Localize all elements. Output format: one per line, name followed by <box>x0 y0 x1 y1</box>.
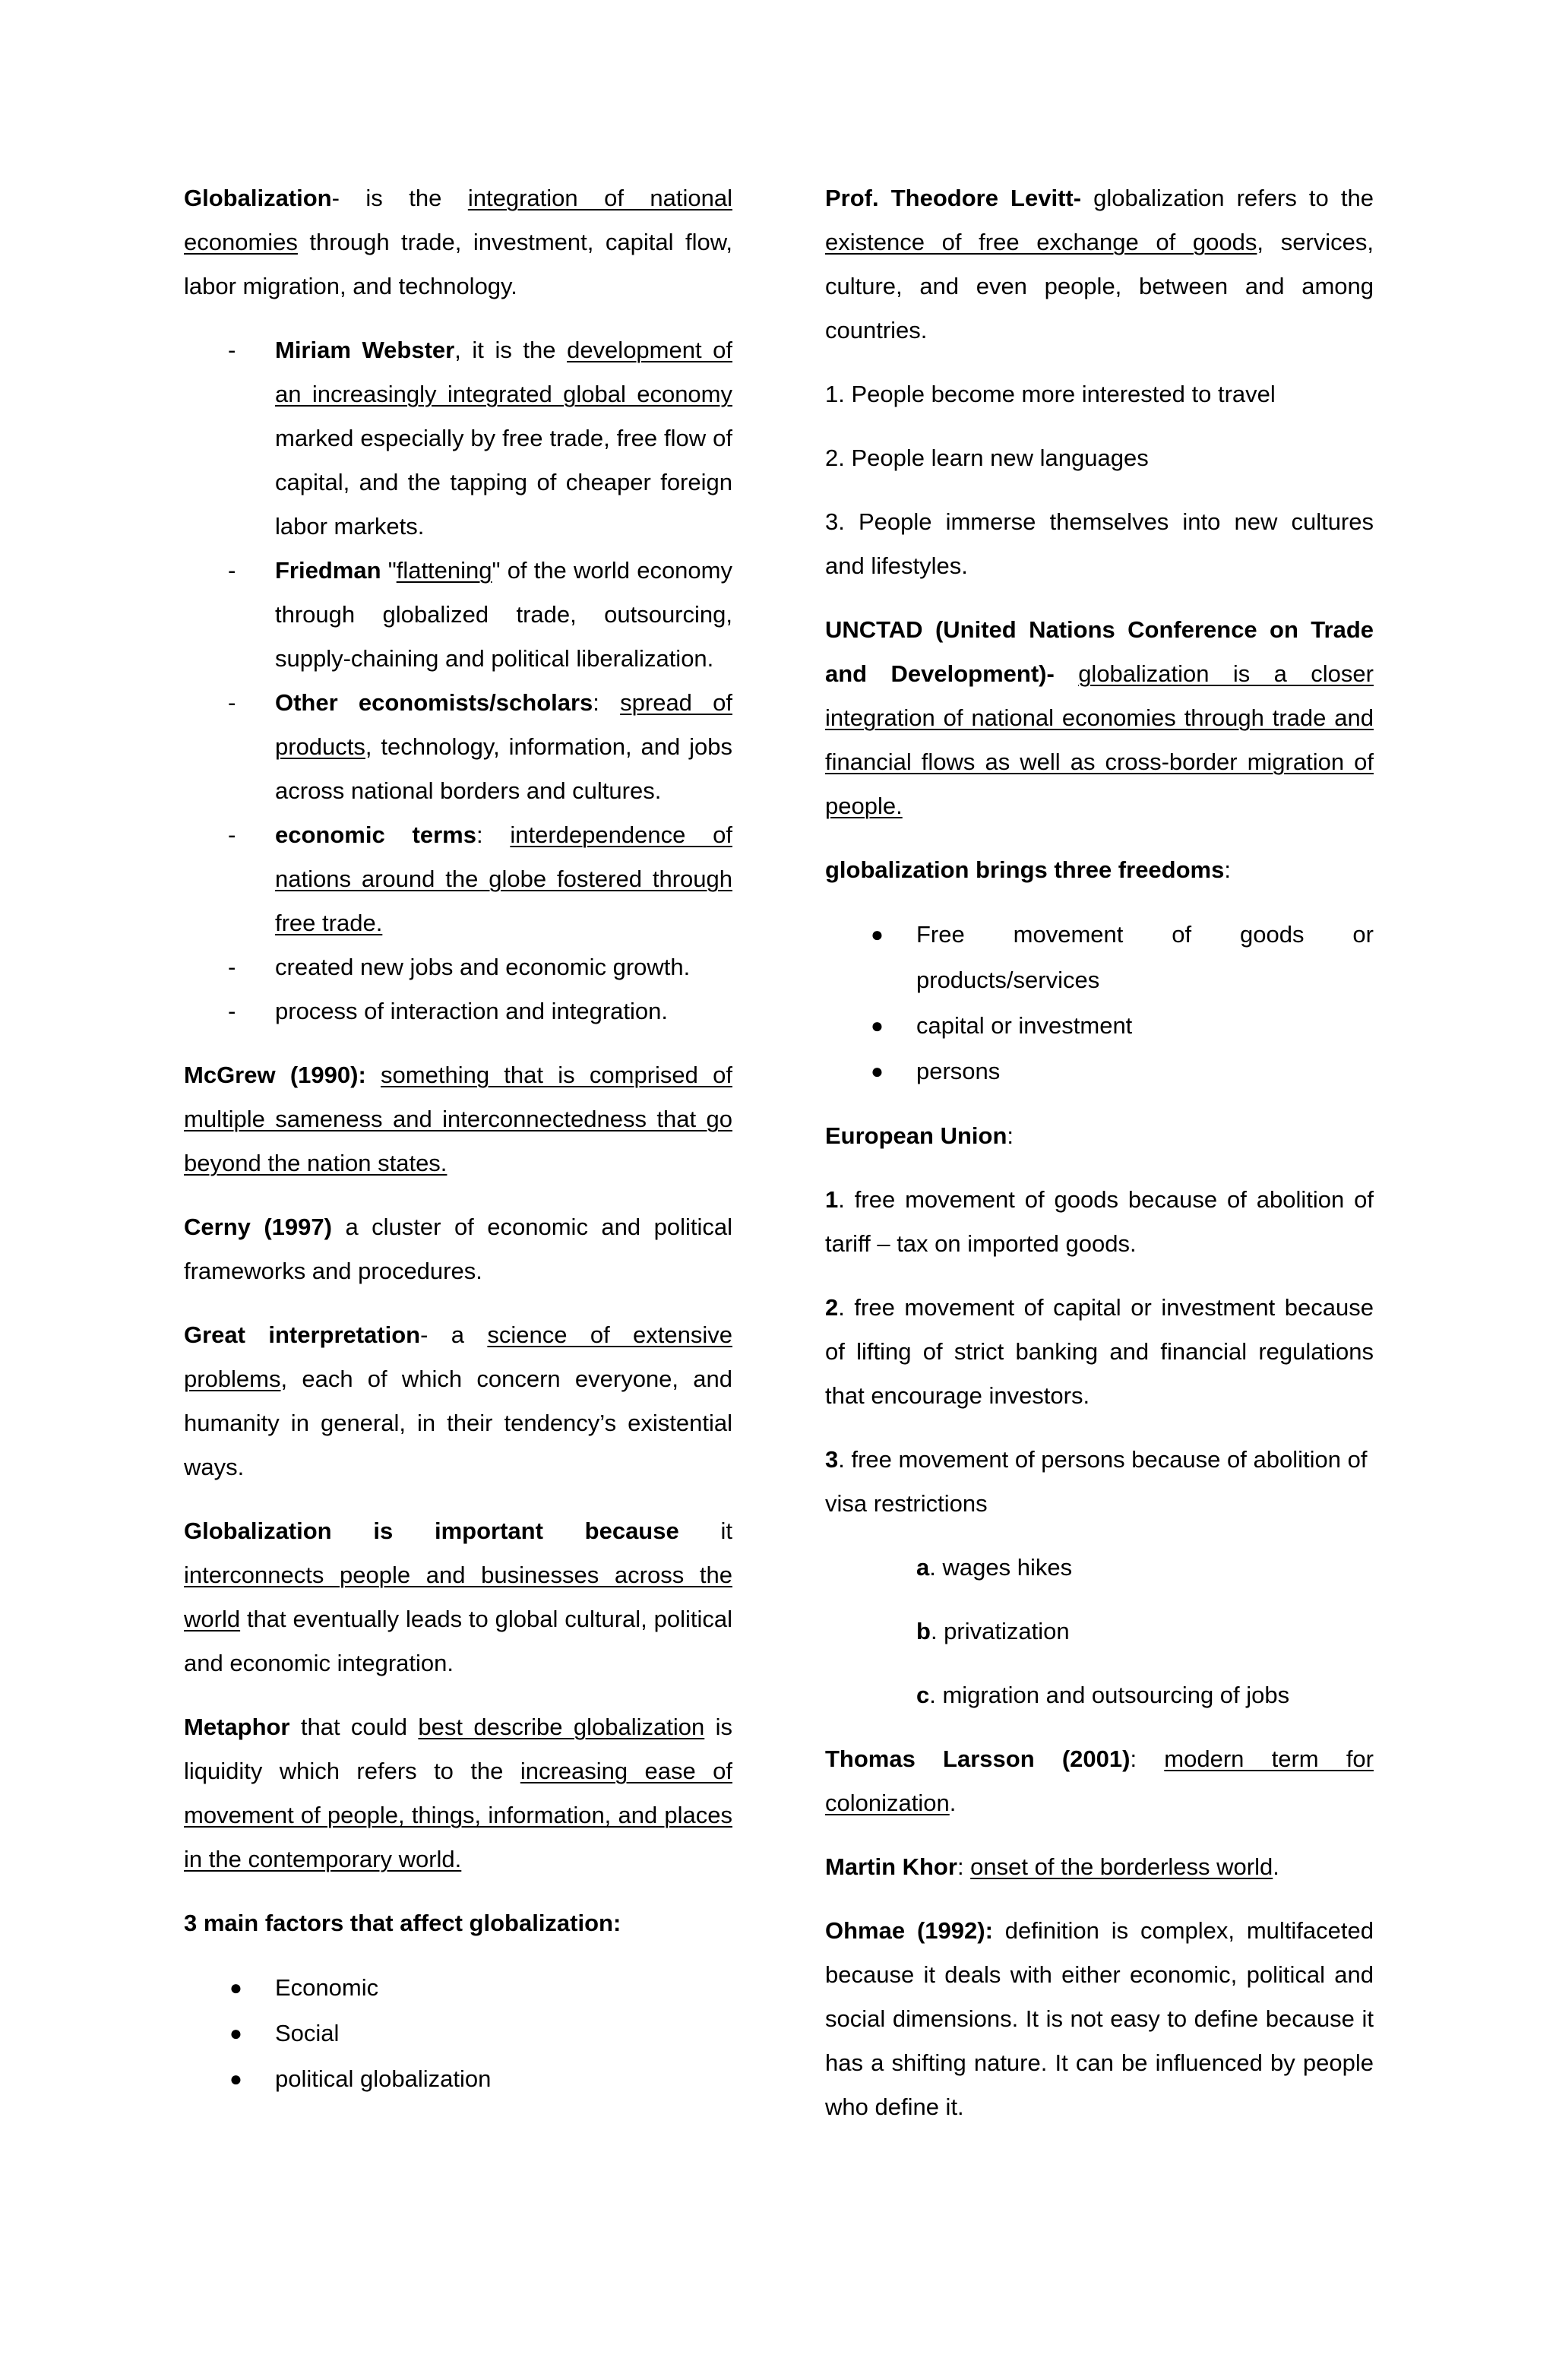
metaphor-paragraph: Metaphor that could best describe globalization is liquidity which refers to the increasing ease of movement of people, things, information, and places in the contemporary world. <box>184 1714 732 1872</box>
dash-item-friedman: - Friedman "flattening" of the world economy through globalized trade, outsourcing, supply-chaining and political liberalization. <box>184 549 732 681</box>
bullet-icon: ● <box>871 923 884 946</box>
numbered-item-3: 3. People immerse themselves into new cultures and lifestyles. <box>825 508 1374 579</box>
levitt-paragraph: Prof. Theodore Levitt- globalization refers to the existence of free exchange of goods, services, culture, and even people, between and among countries. <box>825 185 1374 343</box>
globalization-definition: Globalization- is the integration of national economies through trade, investment, capital flow, labor migration, and technology. <box>184 185 732 299</box>
freedoms-list <box>825 912 1374 1094</box>
dash-item-economic-terms: - economic terms: interdependence of nations around the globe fostered through free trade. <box>184 813 732 945</box>
freedom-item: ● persons <box>825 1049 1374 1094</box>
freedom-item: ● Free movement of goods or products/services <box>825 912 1374 1003</box>
sub-item-a: a. wages hikes <box>916 1554 1073 1581</box>
bullet-icon: ● <box>871 1014 884 1037</box>
term-globalization: Globalization <box>184 185 332 211</box>
eu-item-1: 1. free movement of goods because of abolition of tariff – tax on imported goods. <box>825 1186 1374 1257</box>
dash-item-other-economists: - Other economists/scholars: spread of products, technology, information, and jobs across national borders and cultures. <box>184 681 732 813</box>
right-column <box>825 176 1374 2149</box>
importance-paragraph: Globalization is important because it interconnects people and businesses across the world that eventually leads to global cultural, political and economic integration. <box>184 1518 732 1676</box>
dash-marker: - <box>228 557 236 584</box>
bullet-icon: ● <box>871 1059 884 1083</box>
eu-item-2: 2. free movement of capital or investment because of lifting of strict banking and financial regulations that encourage investors. <box>825 1294 1374 1409</box>
mcgrew-paragraph: McGrew (1990): something that is comprised of multiple sameness and interconnectedness that go beyond the nation states. <box>184 1062 732 1176</box>
dash-item-interaction: - process of interaction and integration. <box>184 989 732 1033</box>
sub-item-c: c. migration and outsourcing of jobs <box>916 1682 1290 1708</box>
dash-item-miriam-webster: - Miriam Webster, it is the development of an increasingly integrated global economy marked especially by free trade, free flow of capital, and the tapping of cheaper foreign labor markets. <box>184 328 732 549</box>
dash-marker: - <box>228 337 236 363</box>
ohmae-paragraph: Ohmae (1992): definition is complex, multifaceted because it deals with either economic, political and social dimensions. It is not easy to define because it has a shifting nature. It can be influenced by people who define it. <box>825 1917 1374 2120</box>
dash-marker: - <box>228 689 236 716</box>
unctad-paragraph: UNCTAD (United Nations Conference on Trade and Development)- globalization is a closer integration of national economies through trade and financial flows as well as cross-border migration of people. <box>825 616 1374 819</box>
khor-paragraph: Martin Khor: onset of the borderless world. <box>825 1853 1279 1880</box>
numbered-item-2: 2. People learn new languages <box>825 445 1149 471</box>
dash-marker: - <box>228 954 236 980</box>
cerny-paragraph: Cerny (1997) a cluster of economic and political frameworks and procedures. <box>184 1214 733 1284</box>
eu-item-3: 3. free movement of persons because of abolition of visa restrictions <box>825 1446 1368 1517</box>
freedom-item: ● capital or investment <box>825 1003 1374 1049</box>
definitions-dash-list <box>184 328 732 1033</box>
factors-list <box>184 1965 732 2102</box>
bullet-icon: ● <box>229 2067 242 2090</box>
dash-marker: - <box>228 998 236 1024</box>
great-interpretation-paragraph: Great interpretation- a science of extensive problems, each of which concern everyone, and humanity in general, in their tendency’s existential ways. <box>184 1321 733 1480</box>
factors-heading: 3 main factors that affect globalization: <box>184 1910 621 1936</box>
dash-item-new-jobs: - created new jobs and economic growth. <box>184 945 732 989</box>
sub-item-b: b. privatization <box>916 1618 1070 1644</box>
larsson-paragraph: Thomas Larsson (2001): modern term for colonization. <box>825 1745 1374 1816</box>
freedoms-heading: globalization brings three freedoms: <box>825 856 1231 883</box>
dash-marker: - <box>228 821 236 848</box>
factor-item: ● Economic <box>184 1965 732 2011</box>
bullet-icon: ● <box>229 2021 242 2045</box>
bullet-icon: ● <box>229 1976 242 1999</box>
numbered-item-1: 1. People become more interested to travel <box>825 381 1276 407</box>
factor-item: ● political globalization <box>184 2056 732 2102</box>
left-column <box>184 176 732 2122</box>
factor-item: ● Social <box>184 2011 732 2056</box>
eu-heading: European Union: <box>825 1122 1014 1149</box>
